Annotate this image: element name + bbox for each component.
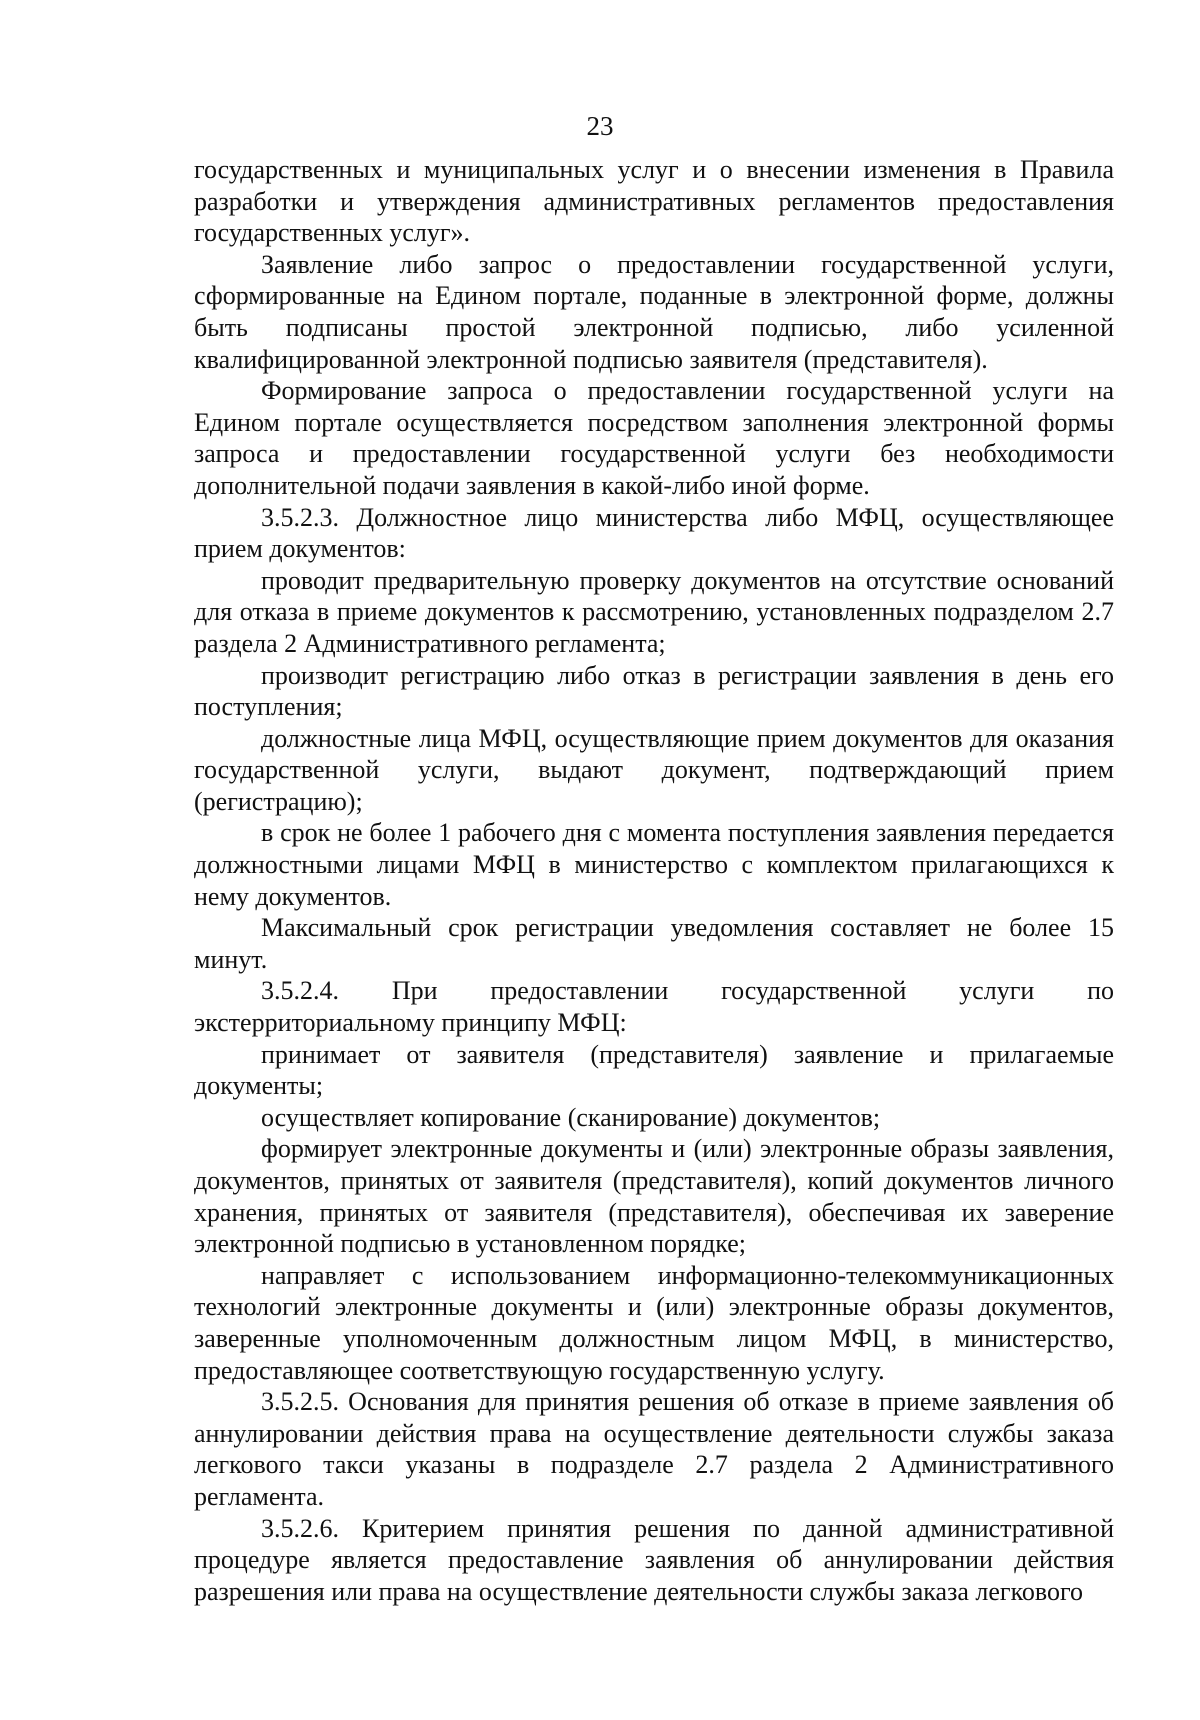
paragraph-max-registration-time: Максимальный срок регистрации уведомления составляет не более 15 минут. <box>194 913 1114 974</box>
paragraph-request-forming: Формирование запроса о предоставлении государственной услуги на Едином портале осуществляется посредством заполнения электронной формы запроса и предоставлении государственной услуги без необходимости дополнительной подачи заявления в какой-либо иной форме. <box>194 376 1114 500</box>
paragraph-3-5-2-5: 3.5.2.5. Основания для принятия решения об отказе в приеме заявления об аннулировании действия права на осуществление деятельности службы заказа легкового такси указаны в подразделе 2.7 раздела 2 Административного регламента. <box>194 1387 1114 1511</box>
paragraph-transfer-term: в срок не более 1 рабочего дня с момента поступления заявления передается должностными лицами МФЦ в министерство с комплектом прилагающихся к нему документов. <box>194 818 1114 911</box>
paragraph-electronic-documents: формирует электронные документы и (или) электронные образы заявления, документов, принятых от заявителя (представителя), копий документов личного хранения, принятых от заявителя (представителя), обеспечивая их заверение электронной подписью в установленном порядке; <box>194 1134 1114 1259</box>
paragraph-continuation: государственных и муниципальных услуг и о внесении изменения в Правила разработки и утверждения административных регламентов предоставления государственных услуг». <box>194 155 1114 248</box>
paragraph-registration: производит регистрацию либо отказ в регистрации заявления в день его поступления; <box>194 660 1114 722</box>
paragraph-3-5-2-3: 3.5.2.3. Должностное лицо министерства либо МФЦ, осуществляющее прием документов: <box>194 502 1114 564</box>
document-body <box>194 154 1114 1607</box>
paragraph-copying: осуществляет копирование (сканирование) документов; <box>261 1102 881 1132</box>
paragraph-3-5-2-6: 3.5.2.6. Критерием принятия решения по данной административной процедуре является предоставление заявления об аннулировании действия разрешения или права на осуществление деятельности службы заказа легкового <box>194 1513 1114 1606</box>
paragraph-receipt-document: должностные лица МФЦ, осуществляющие прием документов для оказания государственной услуги, выдают документ, подтверждающий прием (регистрацию); <box>194 723 1114 816</box>
paragraph-3-5-2-4: 3.5.2.4. При предоставлении государственной услуги по экстерриториальному принципу МФЦ: <box>194 976 1114 1038</box>
page-number: 23 <box>586 111 614 141</box>
paragraph-accepts-application: принимает от заявителя (представителя) заявление и прилагаемые документы; <box>194 1039 1114 1101</box>
paragraph-preliminary-check: проводит предварительную проверку документов на отсутствие оснований для отказа в приеме документов к рассмотрению, установленных подразделом 2.7 раздела 2 Административного регламента; <box>194 565 1114 658</box>
paragraph-sends-documents: направляет с использованием информационно-телекоммуникационных технологий электронные документы и (или) электронные образы документов, заверенные уполномоченным должностным лицом МФЦ, в министерство, предоставляющее соответствующую государственную услугу. <box>194 1260 1114 1385</box>
paragraph-application-signature: Заявление либо запрос о предоставлении государственной услуги, сформированные на Едином портале, поданные в электронной форме, должны быть подписаны простой электронной подписью, либо усиленной квалифицированной электронной подписью заявителя (представителя). <box>194 249 1114 374</box>
